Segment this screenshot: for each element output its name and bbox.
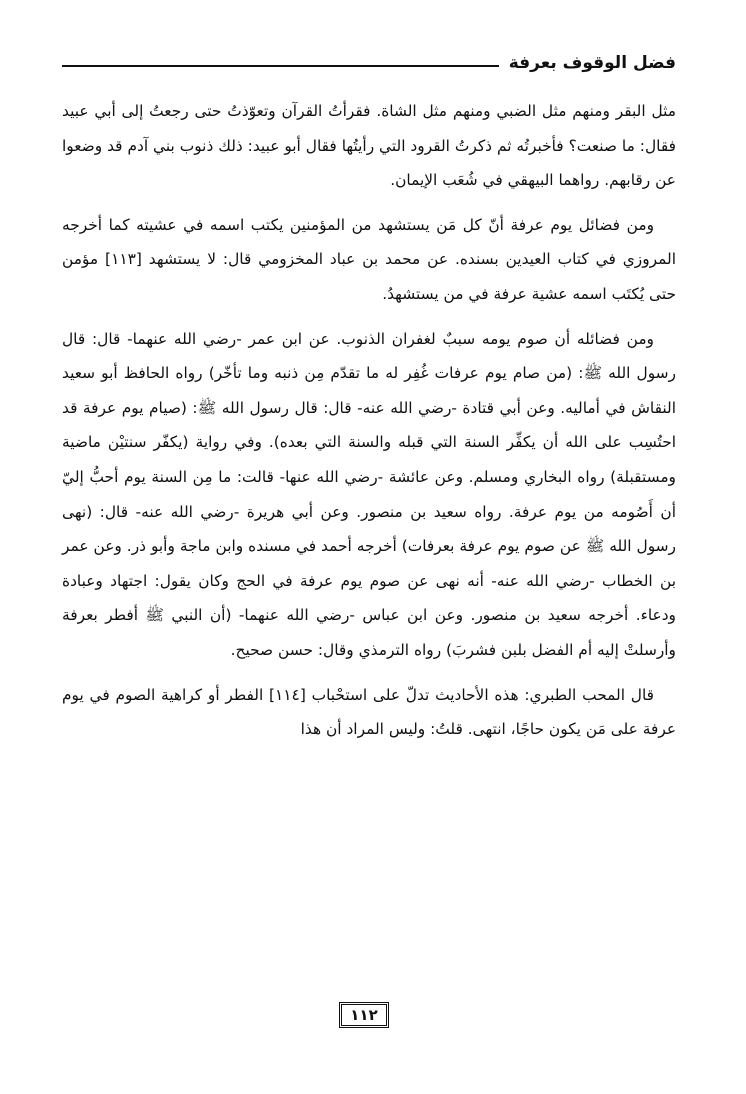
page-header	[62, 48, 676, 78]
header-rule	[62, 65, 499, 67]
running-title: فضل الوقوف بعرفة	[508, 53, 676, 73]
page-number: ١١٢	[339, 1002, 389, 1028]
paragraph: قال المحب الطبري: هذه الأحاديث تدلّ على استحْباب [١١٤] الفطر أو كراهية الصوم في يوم عرفة على مَن يكون حاجًا، انتهى. قلتُ: وليس المراد أن هذا	[62, 685, 676, 739]
body-text	[62, 94, 676, 757]
paragraph: ومن فضائله أن صوم يومه سببٌ لغفران الذنوب. عن ابن عمر -رضي الله عنهما- قال: قال رسول الله ﷺ: (من صام يوم عرفات غُفِر له ما تقدّم مِن ذنبه وما تأخّر) رواه الحافظ أبو سعيد النقاش في أماليه. وعن أبي قتادة -رضي الله عنه- قال: قال رسول الله ﷺ: (صيام يوم عرفة قد احتُسِب على الله أن يكفِّر السنة التي قبله والسنة التي بعده). وفي رواية (يكفّر سنتيْن ماضية ومستقبلة) رواه البخاري ومسلم. وعن عائشة -رضي الله عنها- قالت: ما مِن السنة يوم أحبُّ إليّ أن أَصُومه من يوم عرفة. رواه سعيد بن منصور. وعن أبي هريرة -رضي الله عنه- قال: (نهى رسول الله ﷺ عن صوم يوم عرفة بعرفات) أخرجه أحمد في مسنده وابن ماجة وأبو ذر. وعن عمر بن الخطاب -رضي الله عنه- أنه نهى عن صوم يوم عرفة في الحج وكان يقول: اجتهاد وعبادة ودعاء. أخرجه سعيد بن منصور. وعن ابن عباس -رضي الله عنهما- (أن النبي ﷺ أفطر بعرفة وأرسلتْ إليه أم الفضل بلبن فشربَ) رواه الترمذي وقال: حسن صحيح.	[62, 329, 676, 659]
paragraph: ومن فضائل يوم عرفة أنّ كل مَن يستشهد من المؤمنين يكتب اسمه في عشيته كما أخرجه المروزي في كتاب العيدين بسنده. عن محمد بن عباد المخزومي قال: لا يستشهد [١١٣] مؤمن حتى يُكتَب اسمه عشية عرفة في من يستشهدُ.	[62, 215, 676, 303]
paragraph: مثل البقر ومنهم مثل الضبي ومنهم مثل الشاة. فقرأتُ القرآن وتعوّذتُ حتى رجعتُ إلى أبي عبيد فقال: ما صنعت؟ فأخبرتُه ثم ذكرتُ القرود التي رأيتُها فقال أبو عبيد: ذلك ذنوب بني آدم قد وضعوا عن رقابهم. رواهما البيهقي في شُعَب الإيمان.	[62, 102, 676, 190]
